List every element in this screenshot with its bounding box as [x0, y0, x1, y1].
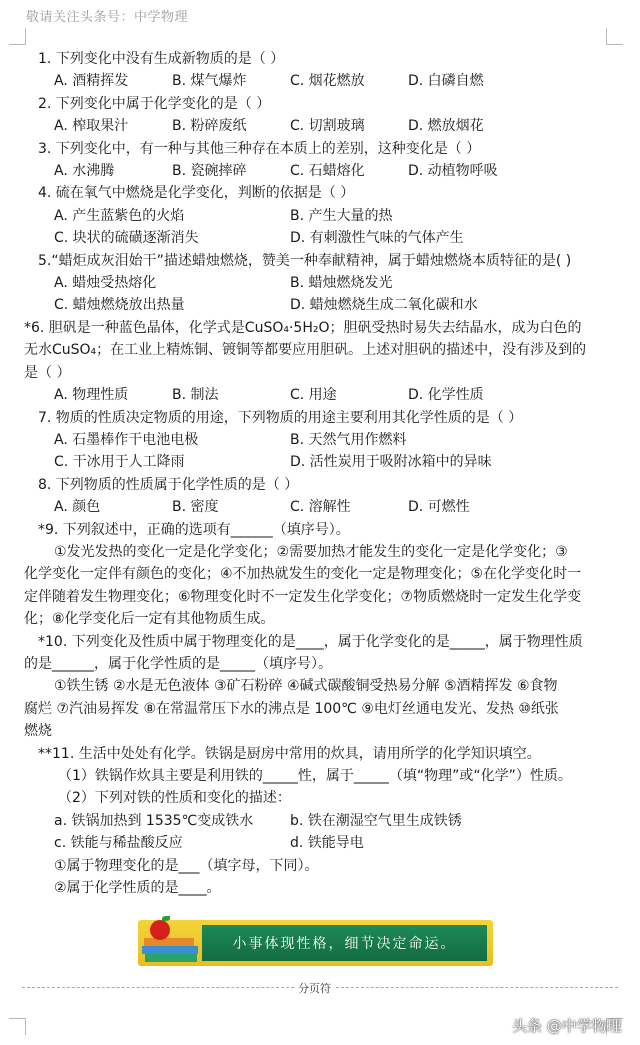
text-line: ①属于物理变化的是___（填字母，下同）。: [54, 857, 319, 874]
option-item: D. 可燃性: [408, 499, 470, 516]
option-row: [24, 496, 618, 518]
option-item: B. 制法: [172, 387, 219, 404]
option-row: [24, 70, 618, 92]
option-item: C. 块状的硫磺逐渐消失: [54, 230, 199, 247]
option-item: B. 产生大量的热: [290, 207, 393, 224]
text-line: 3. 下列变化中，有一种与其他三种存在本质上的差别，这种变化是（ ）: [38, 140, 481, 157]
option-item: D. 有刺激性气味的气体产生: [290, 230, 464, 247]
document-body: [24, 48, 618, 899]
option-item: D. 燃放烟花: [408, 118, 484, 135]
option-item: A. 产生蓝紫色的火焰: [54, 207, 185, 224]
text-line: 5.“蜡炬成灰泪始干”描述蜡烛燃烧，赞美一种奉献精神，属于蜡烛燃烧本质特征的是( ): [38, 252, 572, 269]
page-break-label: 分页符: [294, 980, 335, 996]
option-item: A. 榨取果汁: [54, 118, 129, 135]
corner-mark-top-left: [9, 28, 26, 45]
text-line: 7. 物质的性质决定物质的用途，下列物质的用途主要利用其化学性质的是（ ）: [38, 409, 523, 426]
header-text: 敬请关注头条号：中学物理: [26, 10, 189, 25]
text-line: 1. 下列变化中没有生成新物质的是（ ）: [38, 51, 285, 67]
text-line: 4. 硫在氧气中燃烧是化学变化，判断的依据是（ ）: [38, 185, 355, 202]
option-row: [24, 205, 618, 227]
option-row: [24, 272, 618, 294]
corner-mark-bottom-left: [9, 1018, 26, 1035]
text-line: （2）下列对铁的性质和变化的描述：: [58, 790, 291, 807]
option-item: a. 铁锅加热到 1535℃变成铁水: [54, 812, 254, 829]
option-row: [24, 115, 618, 137]
text-line: 无水CuSO₄；在工业上精炼铜、镀铜等都要应用胆矾。上述对胆矾的描述中，没有涉及到的: [24, 342, 587, 359]
text-line: 腐烂 ⑦汽油易挥发 ⑧在常温常压下水的沸点是 100℃ ⑨电灯丝通电发光、发热 ⑩纸张: [24, 700, 559, 717]
option-item: C. 蜡烛燃烧放出热量: [54, 297, 185, 314]
option-item: C. 切割玻璃: [290, 118, 365, 135]
text-line: *6. 胆矾是一种蓝色晶体，化学式是CuSO₄·5H₂O；胆矾受热时易失去结晶水，成为白色的: [24, 319, 582, 336]
text-line: 是（ ）: [24, 364, 71, 381]
option-item: B. 密度: [172, 499, 219, 516]
apple-icon: [150, 920, 170, 940]
option-item: A. 蜡烛受热熔化: [54, 275, 157, 292]
text-line: 燃烧: [24, 723, 52, 740]
option-item: C. 用途: [290, 387, 337, 404]
option-item: B. 粉碎废纸: [172, 118, 247, 135]
option-item: D. 化学性质: [408, 387, 484, 404]
corner-mark-top-right: [606, 28, 623, 45]
text-line: *10. 下列变化及性质中属于物理变化的是____，属于化学变化的是_____，属于物理性质: [38, 633, 583, 650]
option-item: A. 酒精挥发: [54, 73, 129, 90]
option-item: B. 煤气爆炸: [172, 73, 247, 90]
option-item: D. 动植物呼吸: [408, 163, 498, 180]
option-item: A. 石墨棒作干电池电极: [54, 431, 199, 448]
text-line: ①铁生锈 ②水是无色液体 ③矿石粉碎 ④碱式碳酸铜受热易分解 ⑤酒精挥发 ⑥食物: [54, 678, 558, 695]
text-line: **11. 生活中处处有化学。铁锅是厨房中常用的炊具，请用所学的化学知识填空。: [38, 745, 541, 762]
option-item: C. 溶解性: [290, 499, 351, 516]
option-row: [24, 160, 618, 182]
text-line: 定伴随着发生物理变化；⑥物理变化时不一定发生化学变化；⑦物质燃烧时一定发生化学变: [24, 588, 582, 605]
option-item: D. 白磷自燃: [408, 73, 484, 90]
text-line: 的是______，属于化学性质的是_____（填序号）。: [24, 655, 332, 672]
option-item: D. 活性炭用于吸附冰箱中的异味: [290, 454, 492, 471]
banner-text: 小事体现性格，细节决定命运。: [202, 925, 487, 961]
option-row: [24, 384, 618, 406]
option-row: [24, 227, 618, 249]
option-item: A. 水沸腾: [54, 163, 115, 180]
text-line: ①发光发热的变化一定是化学变化；②需要加热才能发生的变化一定是化学变化；③: [54, 543, 568, 560]
text-line: 化学变化一定伴有颜色的变化；④不加热就发生的变化一定是物理变化；⑤在化学变化时一: [24, 566, 582, 583]
text-line: 化；⑧化学变化后一定有其他物质生成。: [24, 611, 275, 628]
option-item: C. 石蜡熔化: [290, 163, 365, 180]
books-apple-icon: [142, 928, 198, 964]
option-item: A. 颜色: [54, 499, 101, 516]
motto-banner: [138, 920, 493, 966]
option-item: B. 蜡烛燃烧发光: [290, 275, 393, 292]
option-item: C. 干冰用于人工降雨: [54, 454, 185, 471]
watermark: 头条 @中学物理: [512, 1017, 622, 1035]
text-line: 2. 下列变化中属于化学变化的是（ ）: [38, 95, 271, 112]
option-item: c. 铁能与稀盐酸反应: [54, 835, 183, 852]
option-item: A. 物理性质: [54, 387, 129, 404]
option-item: D. 蜡烛燃烧生成二氧化碳和水: [290, 297, 478, 314]
option-row: [24, 810, 618, 832]
option-row: [24, 451, 618, 473]
option-item: b. 铁在潮湿空气里生成铁锈: [290, 812, 462, 829]
text-line: *9. 下列叙述中，正确的选项有______（填序号）。: [38, 521, 350, 538]
option-item: C. 烟花燃放: [290, 73, 365, 90]
option-item: d. 铁能导电: [290, 835, 364, 852]
text-line: ②属于化学性质的是____。: [54, 880, 221, 897]
option-row: [24, 832, 618, 854]
text-line: 8. 下列物质的性质属于化学性质的是（ ）: [38, 476, 299, 493]
text-line: （1）铁锅作炊具主要是利用铁的_____性，属于_____（填“物理”或“化学”）性质。: [58, 768, 572, 784]
option-row: [24, 294, 618, 316]
option-row: [24, 429, 618, 451]
option-item: B. 瓷碗摔碎: [172, 163, 247, 180]
option-item: B. 天然气用作燃料: [290, 431, 407, 448]
